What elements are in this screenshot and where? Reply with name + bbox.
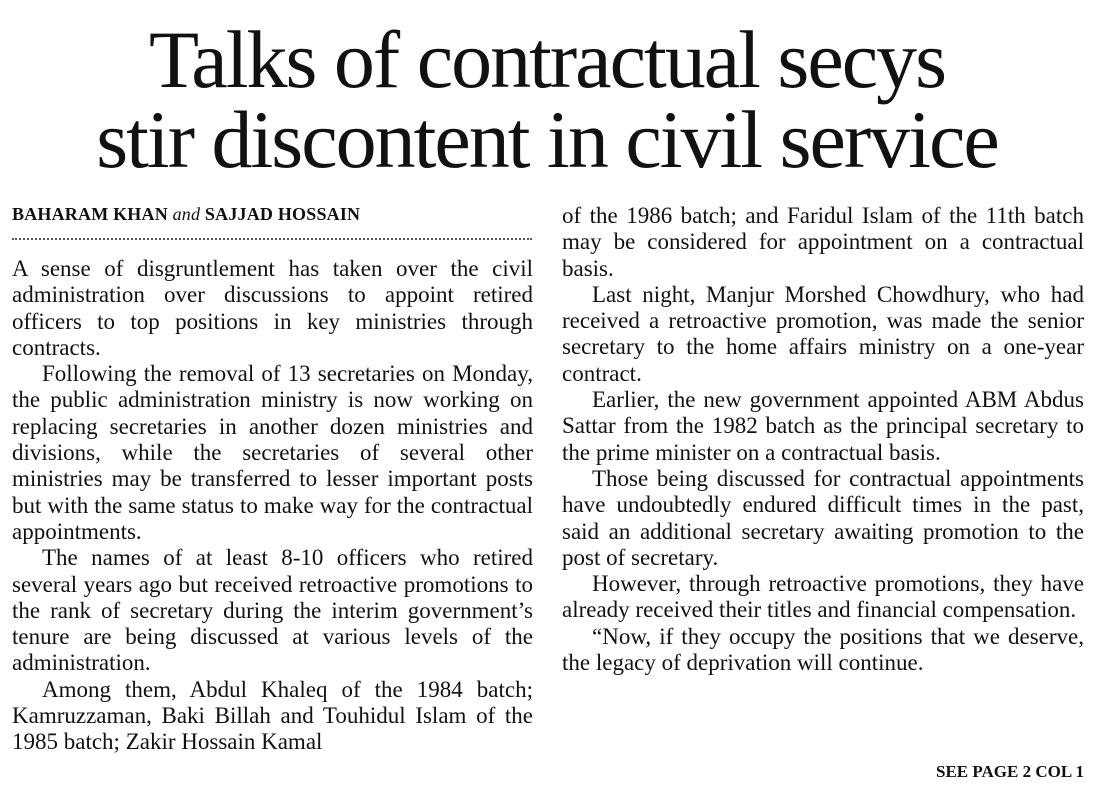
paragraph: The names of at least 8-10 officers who retired several years ago but received retroactive promotions to the rank of secretary during the interim government’s tenure are being discussed at various levels of the administration.: [12, 545, 533, 676]
paragraph: However, through retroactive promotions, they have already received their titles and financial compensation.: [562, 571, 1084, 623]
paragraph: Last night, Manjur Morshed Chowdhury, who had received a retroactive promotion, was made the senior secretary to the home affairs ministry on a one-year contract.: [562, 281, 1084, 386]
byline: [12, 204, 532, 225]
paragraph: A sense of disgruntlement has taken over the civil administration over discussions to appoint retired officers to top positions in key ministries through contracts.: [12, 256, 533, 360]
paragraph: “Now, if they occupy the positions that we deserve, the legacy of deprivation will continue.: [562, 623, 1084, 676]
paragraph: Those being discussed for contractual appointments have undoubtedly endured difficult times in the past, said an additional secretary awaiting promotion to the post of secretary.: [562, 465, 1084, 570]
byline-author-1: BAHARAM KHAN: [12, 204, 168, 224]
byline-conjunction: and: [172, 204, 201, 224]
paragraph: of the 1986 batch; and Faridul Islam of the 11th batch may be considered for appointment on a contractual basis.: [562, 203, 1084, 281]
byline-author-2: SAJJAD HOSSAIN: [204, 204, 361, 224]
article-column-left: [12, 256, 533, 756]
headline-line-2: stir discontent in civil service: [96, 94, 998, 185]
headline-line-1: Talks of contractual secys: [148, 14, 946, 105]
article-column-right: [562, 203, 1084, 676]
headline: [0, 14, 1094, 185]
paragraph: Following the removal of 13 secretaries on Monday, the public administration ministry is now working on replacing secretaries in another dozen ministries and divisions, while the secretaries of several other ministries may be transferred to lesser important posts but with the same status to make way for the contractual appointments.: [12, 361, 533, 544]
paragraph: Among them, Abdul Khaleq of the 1984 batch; Kamruzzaman, Baki Billah and Touhidul Islam of the 1985 batch; Zakir Hossain Kamal: [12, 676, 533, 755]
continuation-jump-line: SEE PAGE 2 COL 1: [936, 762, 1084, 781]
paragraph: Earlier, the new government appointed ABM Abdus Sattar from the 1982 batch as the principal secretary to the prime minister on a contractual basis.: [562, 387, 1084, 465]
byline-divider: [12, 238, 532, 240]
